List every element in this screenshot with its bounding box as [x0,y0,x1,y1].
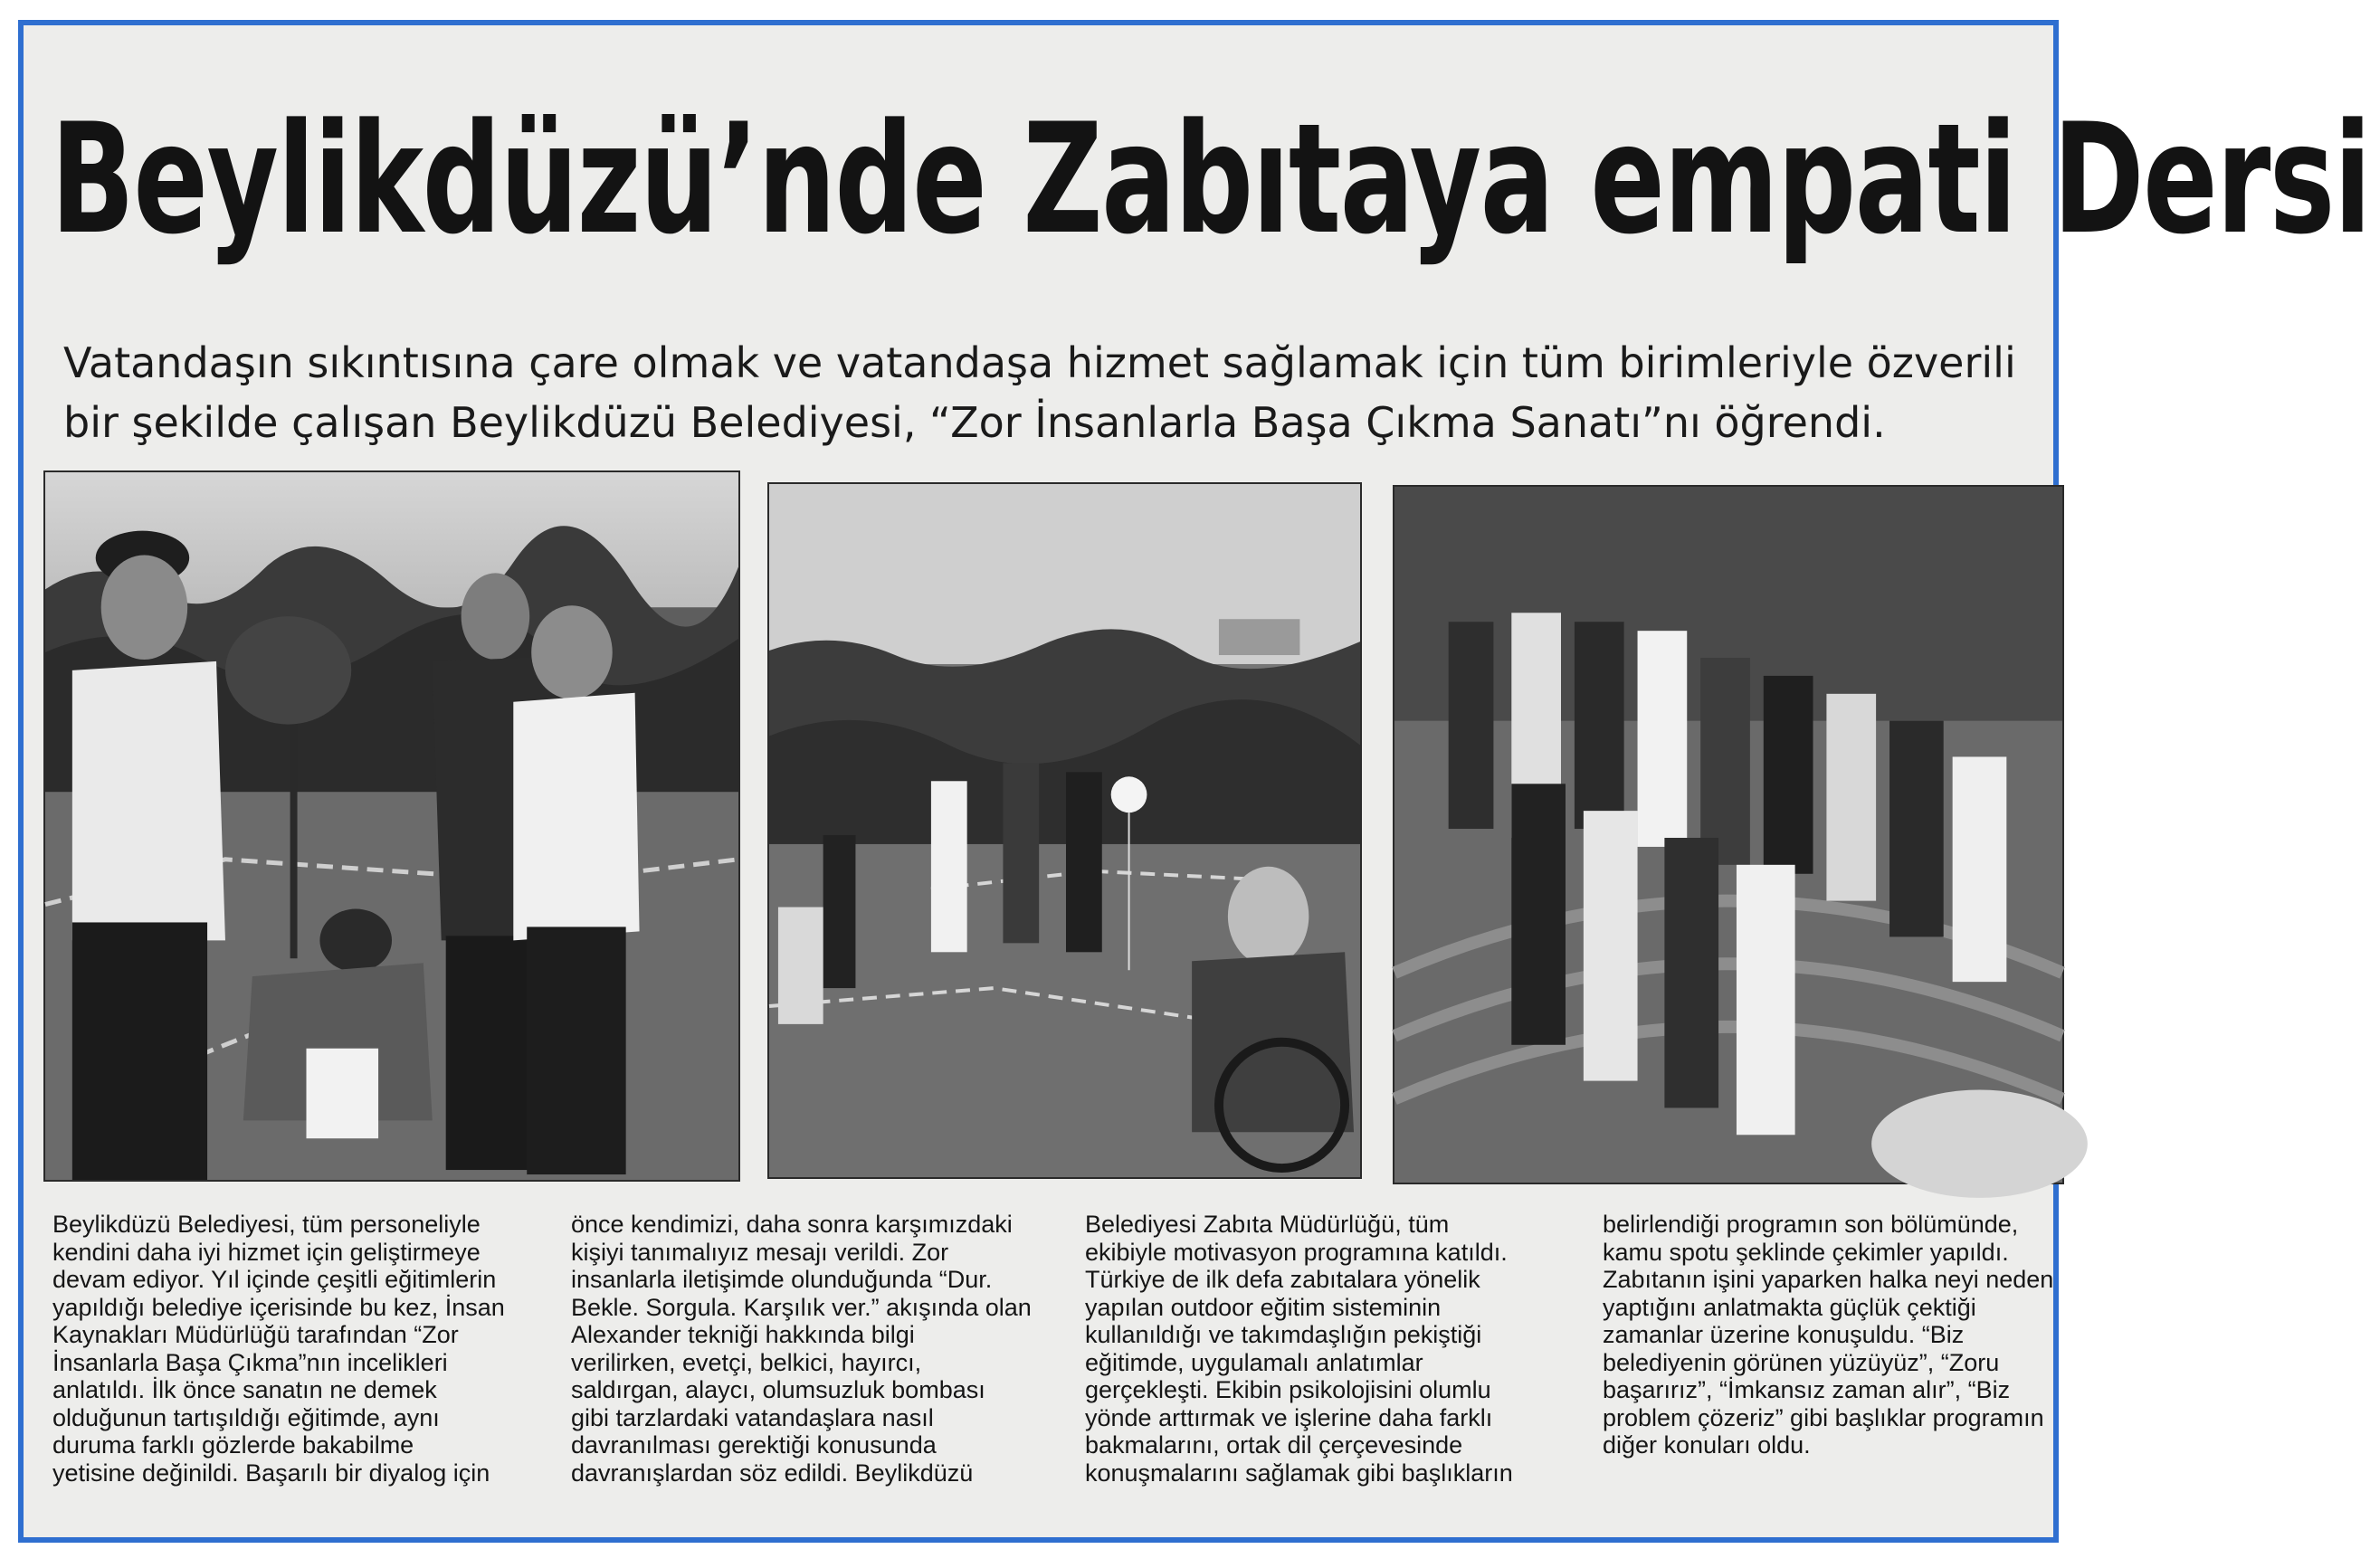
photo-lawn-exercise [767,482,1362,1179]
body-line: bakmalarını, ortak dil çerçevesinde [1085,1431,1463,1459]
body-line: eğitimde, uygulamalı anlatımlar [1085,1348,1423,1376]
body-line: zamanlar üzerine konuşuldu. “Biz [1603,1321,1965,1348]
body-column-3 [1085,1211,1596,1487]
body-line: insanlarla iletişimde olunduğunda “Dur. [571,1266,993,1293]
body-line: duruma farklı gözlerde bakabilme [52,1431,414,1459]
deck-line: Vatandaşın sıkıntısına çare olmak ve vatandaşa hizmet sağlamak için tüm birimleriyle özverili [63,338,2016,387]
body-column-1 [52,1211,577,1487]
photo-officers-and-seated-woman [43,470,740,1182]
body-line: yaptığını anlatmakta güçlük çektiği [1603,1293,1976,1321]
body-line: Zabıtanın işini yaparken halka neyi neden [1603,1266,2054,1293]
body-column-2 [571,1211,1032,1487]
body-line: konuşmalarını sağlamak gibi başlıkların [1085,1459,1513,1487]
body-line: davranışlardan söz edildi. Beylikdüzü [571,1459,974,1487]
body-line: Belediyesi Zabıta Müdürlüğü, tüm [1085,1211,1450,1238]
body-line: Beylikdüzü Belediyesi, tüm personeliyle [52,1211,481,1238]
body-line: kendini daha iyi hizmet için geliştirmeye [52,1238,481,1266]
body-line: gerçekleşti. Ekibin psikolojisini olumlu [1085,1376,1491,1403]
body-line: kamu spotu şeklinde çekimler yapıldı. [1603,1238,2009,1266]
body-line: İnsanlarla Başa Çıkma”nın incelikleri [52,1348,448,1376]
body-line: saldırgan, alaycı, olumsuzluk bombası [571,1376,985,1403]
body-line: yetisine değinildi. Başarılı bir diyalog için [52,1459,490,1487]
headline: Beylikdüzü’nde Zabıtaya empati Dersi [51,90,2370,268]
body-line: diğer konuları oldu. [1603,1431,1811,1459]
body-line: başarırız”, “İmkansız zaman alır”, “Biz [1603,1376,2011,1403]
newspaper-clipping [18,20,2370,1543]
body-line: verilirken, evetçi, belkici, hayırcı, [571,1348,922,1376]
body-line: devam ediyor. Yıl içinde çeşitli eğitimlerin [52,1266,497,1293]
body-line: yönde arttırmak ve işlerine daha farklı [1085,1403,1493,1431]
body-line: gibi tarzlardaki vatandaşlara nasıl [571,1403,934,1431]
body-line: belediyenin görünen yüzüyüz”, “Zoru [1603,1348,2000,1376]
body-line: Türkiye de ilk defa zabıtalara yönelik [1085,1266,1480,1293]
body-line: belirlendiği programın son bölümünde, [1603,1211,2019,1238]
body-column-4 [1603,1211,2082,1459]
photo-group-circle [1393,485,2064,1184]
body-line: davranılması gerektiği konusunda [571,1431,937,1459]
body-line: ekibiyle motivasyon programına katıldı. [1085,1238,1508,1266]
body-line: anlatıldı. İlk önce sanatın ne demek [52,1376,437,1403]
deck [63,333,2045,452]
body-line: Kaynakları Müdürlüğü tarafından “Zor [52,1321,459,1348]
body-line: problem çözeriz” gibi başlıklar programın [1603,1403,2044,1431]
body-line: yapıldığı belediye içerisinde bu kez, İnsan [52,1293,505,1321]
body-line: Bekle. Sorgula. Karşılık ver.” akışında olan [571,1293,1032,1321]
body-line: olduğunun tartışıldığı eğitimde, aynı [52,1403,440,1431]
body-line: Alexander tekniği hakkında bilgi [571,1321,915,1348]
deck-line: bir şekilde çalışan Beylikdüzü Belediyesi, “Zor İnsanlarla Başa Çıkma Sanatı”nı öğrendi. [63,398,1886,447]
body-line: kullanıldığı ve takımdaşlığın pekiştiği [1085,1321,1482,1348]
body-line: önce kendimizi, daha sonra karşımızdaki [571,1211,1013,1238]
body-line: kişiyi tanımalıyız mesajı verildi. Zor [571,1238,949,1266]
body-line: yapılan outdoor eğitim sisteminin [1085,1293,1442,1321]
